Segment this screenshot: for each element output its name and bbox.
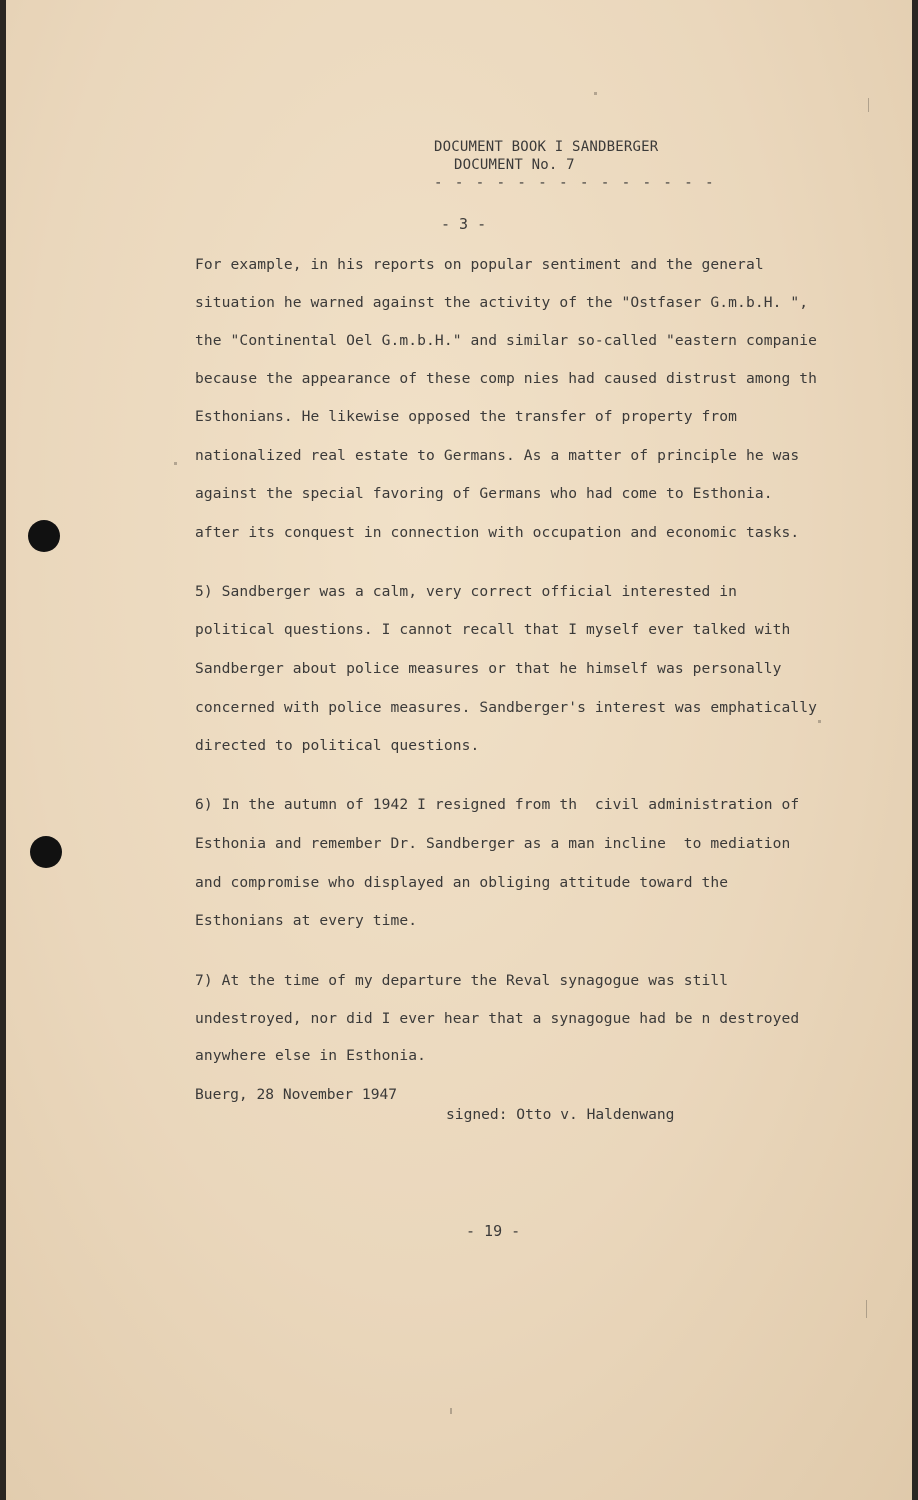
signature-line: signed: Otto v. Haldenwang (446, 1106, 675, 1123)
page-number-bottom: - 19 - (466, 1222, 521, 1240)
paper-speck (818, 720, 821, 723)
text-line: because the appearance of these comp nies had caused distrust among th (195, 370, 818, 387)
text-line: 7) At the time of my departure the Reval synagogue was still (195, 972, 729, 989)
document-page (6, 0, 912, 1500)
paper-speck (594, 92, 597, 95)
text-line: and compromise who displayed an obliging attitude toward the (195, 874, 729, 891)
punch-hole (28, 520, 60, 552)
text-line: the "Continental Oel G.m.b.H." and similar so-called "eastern companie (195, 332, 818, 349)
paper-speck (174, 462, 177, 465)
text-line: against the special favoring of Germans who had come to Esthonia. (195, 485, 773, 502)
paper-speck (450, 1408, 452, 1414)
document-header (434, 138, 716, 192)
text-line: concerned with police measures. Sandberger's interest was emphatically (195, 699, 818, 716)
paper-speck (868, 98, 869, 112)
text-line: Esthonians at every time. (195, 912, 418, 929)
text-line: anywhere else in Esthonia. (195, 1047, 427, 1064)
text-line: undestroyed, nor did I ever hear that a synagogue had be n destroyed (195, 1010, 800, 1027)
header-rule: - - - - - - - - - - - - - - (434, 175, 716, 191)
text-line: 5) Sandberger was a calm, very correct official interested in (195, 583, 738, 600)
text-line: after its conquest in connection with occupation and economic tasks. (195, 524, 800, 541)
header-title: DOCUMENT BOOK I SANDBERGER (434, 139, 659, 155)
text-line: 6) In the autumn of 1942 I resigned from th civil administration of (195, 796, 800, 813)
text-line: situation he warned against the activity of the "Ostfaser G.m.b.H. ", (195, 294, 809, 311)
page-number-top: - 3 - (441, 215, 487, 233)
text-line: Sandberger about police measures or that he himself was personally (195, 660, 782, 677)
text-line: political questions. I cannot recall that I myself ever talked with (195, 621, 791, 638)
text-line: nationalized real estate to Germans. As a matter of principle he was (195, 447, 800, 464)
text-line: For example, in his reports on popular sentiment and the general (195, 256, 764, 273)
paper-speck (866, 1300, 867, 1318)
punch-hole (30, 836, 62, 868)
text-line: Esthonia and remember Dr. Sandberger as a man incline to mediation (195, 835, 791, 852)
text-line: Esthonians. He likewise opposed the transfer of property from (195, 408, 738, 425)
header-document-number: DOCUMENT No. 7 (454, 157, 575, 173)
text-line: directed to political questions. (195, 737, 480, 754)
place-date: Buerg, 28 November 1947 (195, 1086, 398, 1103)
